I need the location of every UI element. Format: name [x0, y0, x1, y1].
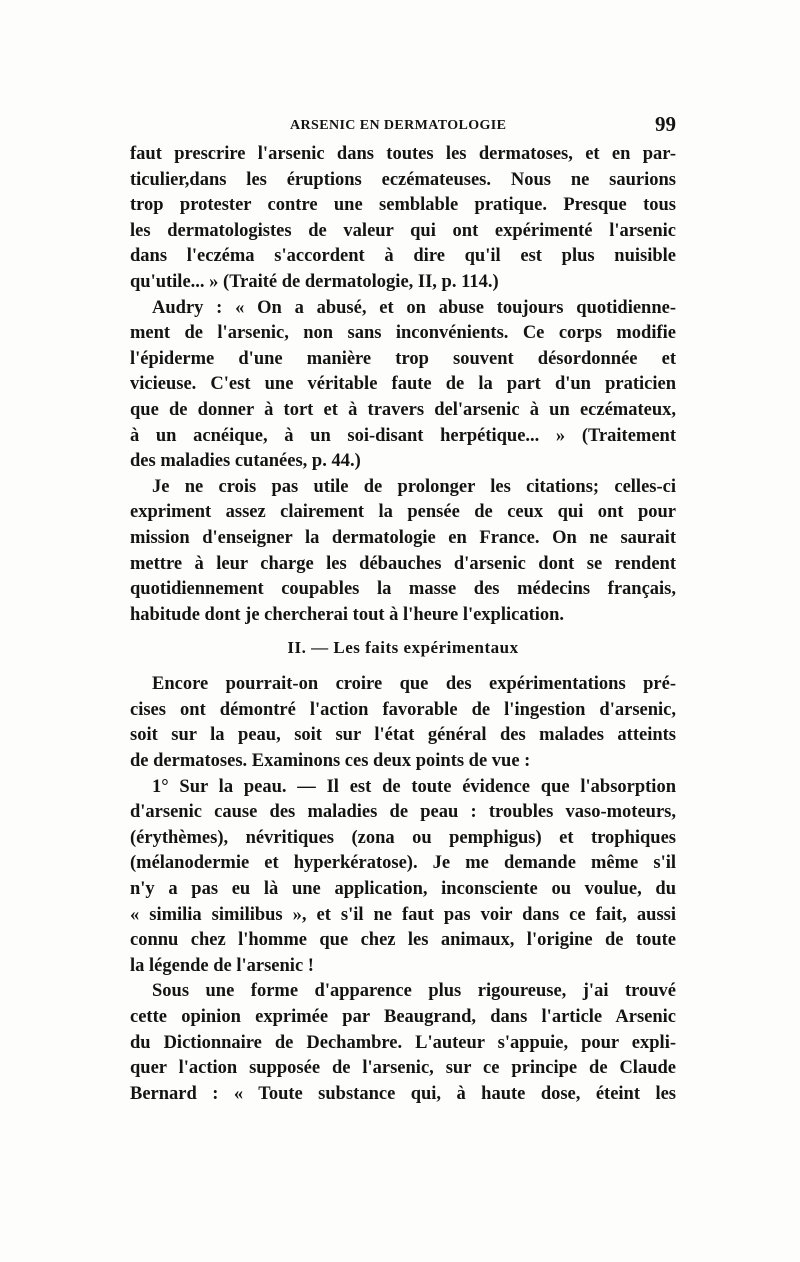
- text-line: la légende de l'arsenic !: [130, 955, 314, 976]
- text-line: n'y a pas eu là une application, inconsciente ou voulue, du: [130, 879, 676, 900]
- text-line: (érythèmes), névritiques (zona ou pemphigus) et trophiques: [130, 827, 676, 848]
- text-line: Encore pourrait-on croire que des expérimentations pré-: [152, 674, 676, 695]
- text-line: dans l'eczéma s'accordent à dire qu'il est plus nuisible: [130, 246, 676, 267]
- text-line: cises ont démontré l'action favorable de l'ingestion d'arsenic,: [130, 699, 676, 720]
- text-line: Bernard : « Toute substance qui, à haute dose, éteint les: [130, 1083, 676, 1104]
- text-line: les dermatologistes de valeur qui ont expérimenté l'arsenic: [130, 220, 676, 241]
- text-line: « similia similibus », et s'il ne faut pas voir dans ce fait, aussi: [130, 904, 676, 925]
- section-heading: II. — Les faits expérimentaux: [287, 638, 519, 658]
- text-line: trop protester contre une semblable pratique. Presque tous: [130, 195, 676, 216]
- text-line: mettre à leur charge les débauches d'arsenic dont se rendent: [130, 553, 676, 574]
- text-line: 1° Sur la peau. — Il est de toute évidence que l'absorption: [152, 776, 676, 797]
- page-header: [130, 112, 676, 138]
- body-text: [130, 142, 676, 1107]
- text-line: Audry : « On a abusé, et on abuse toujours quotidienne-: [152, 297, 676, 318]
- text-line: Je ne crois pas utile de prolonger les citations; celles-ci: [152, 476, 676, 497]
- text-line: habitude dont je chercherai tout à l'heure l'explication.: [130, 604, 565, 625]
- text-line: cette opinion exprimée par Beaugrand, dans l'article Arsenic: [130, 1007, 676, 1027]
- running-title: ARSENIC EN DERMATOLOGIE: [290, 118, 507, 133]
- text-line: qu'utile... » (Traité de dermatologie, II, p. 114.): [130, 271, 499, 292]
- page-number: 99: [655, 112, 676, 136]
- text-line: faut prescrire l'arsenic dans toutes les dermatoses, et en par-: [130, 144, 676, 164]
- text-line: ment de l'arsenic, non sans inconvénients. Ce corps modifie: [130, 323, 676, 344]
- text-line: vicieuse. C'est une véritable faute de la part d'un praticien: [130, 374, 676, 395]
- text-line: de dermatoses. Examinons ces deux points de vue :: [130, 751, 531, 772]
- text-line: Sous une forme d'apparence plus rigoureuse, j'ai trouvé: [152, 981, 676, 1002]
- text-line: des maladies cutanées, p. 44.): [130, 451, 361, 472]
- text-line: connu chez l'homme que chez les animaux, l'origine de toute: [130, 930, 676, 951]
- text-line: expriment assez clairement la pensée de ceux qui ont pour: [130, 502, 676, 523]
- text-line: mission d'enseigner la dermatologie en France. On ne saurait: [130, 527, 676, 548]
- text-line: du Dictionnaire de Dechambre. L'auteur s'appuie, pour expli-: [130, 1032, 676, 1053]
- text-line: quotidiennement coupables la masse des médecins français,: [130, 579, 676, 600]
- text-line: (mélanodermie et hyperkératose). Je me demande même s'il: [130, 853, 676, 874]
- text-line: quer l'action supposée de l'arsenic, sur ce principe de Claude: [130, 1058, 676, 1079]
- text-line: l'épiderme d'une manière trop souvent désordonnée et: [130, 348, 676, 369]
- text-line: soit sur la peau, soit sur l'état général des malades atteints: [130, 725, 676, 746]
- text-line: à un acnéique, à un soi-disant herpétique... » (Traitement: [130, 425, 676, 446]
- text-line: que de donner à tort et à travers del'arsenic à un eczémateux,: [130, 399, 676, 420]
- text-line: ticulier,dans les éruptions eczémateuses. Nous ne saurions: [130, 169, 676, 190]
- text-line: d'arsenic cause des maladies de peau : troubles vaso-moteurs,: [130, 802, 676, 823]
